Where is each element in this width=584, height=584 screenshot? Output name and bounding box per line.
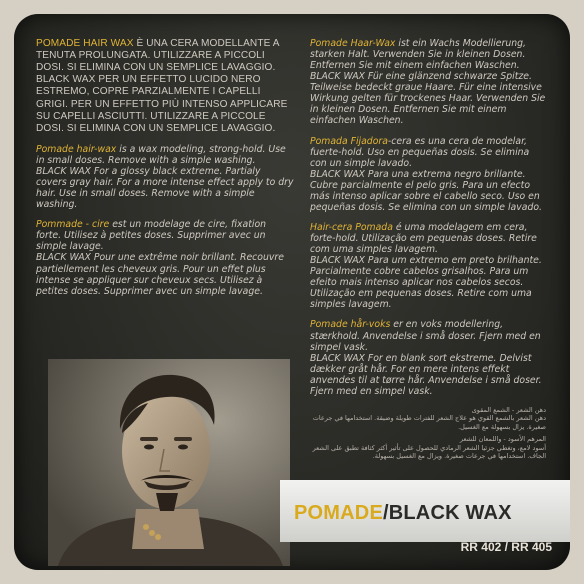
german-black: BLACK WAX Für eine glänzend schwarze Spitze. Teilweise bedeckt graue Haare. Für eine intensive Wirkung gelten für trockenes Haar. Verwenden Sie in kleinen Dosen. Entfernen Sie mit einem einfachen Waschen. <box>310 71 546 127</box>
french-block <box>36 219 294 296</box>
model-portrait-photo <box>48 359 290 566</box>
english-body: is a wax modeling, strong-hold. Use in small doses. Remove with a simple washing. <box>36 143 286 166</box>
product-code: RR 402 / RR 405 <box>460 540 552 554</box>
french-black: BLACK WAX Pour une extrême noir brillant. Recouvre partiellement les cheveux gris. Pour un effet plus intense se appliquer sur cheveux secs. Utilisez à petites doses. Supprimer avec un simple lavage. <box>36 252 284 297</box>
arabic-line-4: أسود لامع، وتغطي جزئيا الشعر الرمادي للحصول على تأثير أكثر كثافة تطبق على الشعر الجاف. استخدامها في جرعات صغيرة. ويزال مع الغسيل بسهولة. <box>312 443 546 461</box>
italian-body: È UNA CERA MODELLANTE A TENUTA PROLUNGATA. UTILIZZARE A PICCOLI DOSI. SI ELIMINA CON UN SEMPLICE LAVAGGIO. <box>36 38 280 74</box>
english-black: BLACK WAX For a glossy black extreme. Partialy covers gray hair. For a more intense effect apply to dry hair. Use in small doses. Remove with a simple washing. <box>36 166 294 211</box>
german-lead: Pomade Haar-Wax <box>310 38 396 49</box>
product-title-band <box>280 480 570 542</box>
right-column <box>310 38 546 465</box>
english-lead: Pomade hair-wax <box>36 143 117 155</box>
danish-black: BLACK WAX For en blank sort ekstreme. Delvist dækker gråt hår. For en mere intens effekt anvendes til at tørre hår. Anvendelse i små doser. Fjern med en simpel vask. <box>310 352 542 397</box>
arabic-line-3: المرهم الأسود - واللمعان للشعر <box>459 435 546 444</box>
italian-block <box>36 38 294 135</box>
title-black-wax: BLACK WAX <box>388 502 512 524</box>
arabic-line-1: دهن الشعر - الشمع المقوى <box>471 405 546 414</box>
left-column <box>36 38 294 306</box>
german-body: ist ein Wachs Modellierung, starken Halt. Verwenden Sie in kleinen Dosen. Entfernen Sie mit einem einfachen Waschen. <box>310 38 526 72</box>
italian-black-lead: BLACK WAX <box>36 74 96 86</box>
german-block <box>310 38 546 127</box>
french-lead: Pommade - cire <box>36 219 110 231</box>
portuguese-black: BLACK WAX Para um extremo em preto brilhante. Parcialmente cobre cabelos grisalhos. Para um efeito mais intenso aplicar nos cabelos secos. Utilização em pequenas doses. Retire com uma simples lavagem. <box>310 255 542 311</box>
english-block <box>36 144 294 210</box>
spanish-body: -cera es una cera de modelar, fuerte-hold. Uso en pequeñas dosis. Se elimina con un simple lavado. <box>310 135 530 169</box>
product-panel <box>14 14 570 570</box>
title-separator: / <box>382 502 389 524</box>
arabic-block <box>310 406 546 461</box>
danish-block <box>310 319 546 396</box>
portuguese-block <box>310 222 546 311</box>
portrait-illustration <box>48 359 290 566</box>
product-title <box>294 502 512 525</box>
portuguese-lead: Hair-cera Pomada <box>310 221 393 233</box>
italian-black-body: PER UN EFFETTO LUCIDO NERO ESTREMO, COPRE PARZIALMENTE I CAPELLI GRIGI. PER UN EFFETTO PIÙ INTENSO APPLICARE SU CAPELLI ASCIUTTI. UTILIZZARE A PICCOLE DOSI. SI ELIMINA CON UN SEMPLICE LAVAGGIO. <box>36 74 288 134</box>
french-body: est un modelage de cire, fixation forte. Utilisez à petites doses. Supprimer avec un simple lavage. <box>36 219 267 253</box>
spanish-lead: Pomada Fijadora <box>310 135 388 147</box>
spanish-block <box>310 136 546 213</box>
portuguese-body: é uma modelagem em cera, forte-hold. Utilização em pequenas doses. Retire com uma simples lavagem. <box>310 221 537 256</box>
danish-body: er en voks modellering, stærkhold. Anvendelse i små doser. Fjern med en simpel vask. <box>310 319 541 353</box>
title-pomade: POMADE <box>294 502 383 524</box>
arabic-line-2: دهن الشعر بالشمع القوي هو علاج الشعر للفترات طويلة وضيقة. استخدامها في جرعات صغيرة. يزال بسهولة مع الغسيل. <box>312 414 546 431</box>
italian-lead: POMADE HAIR WAX <box>36 38 134 49</box>
danish-lead: Pomade hår-voks <box>310 319 391 331</box>
spanish-black: BLACK WAX Para una extrema negro brillante. Cubre parcialmente el pelo gris. Para un efecto más intenso aplicar sobre el cabello seco. Uso en pequeñas dosis. Se elimina con un simple lavado. <box>310 168 542 213</box>
